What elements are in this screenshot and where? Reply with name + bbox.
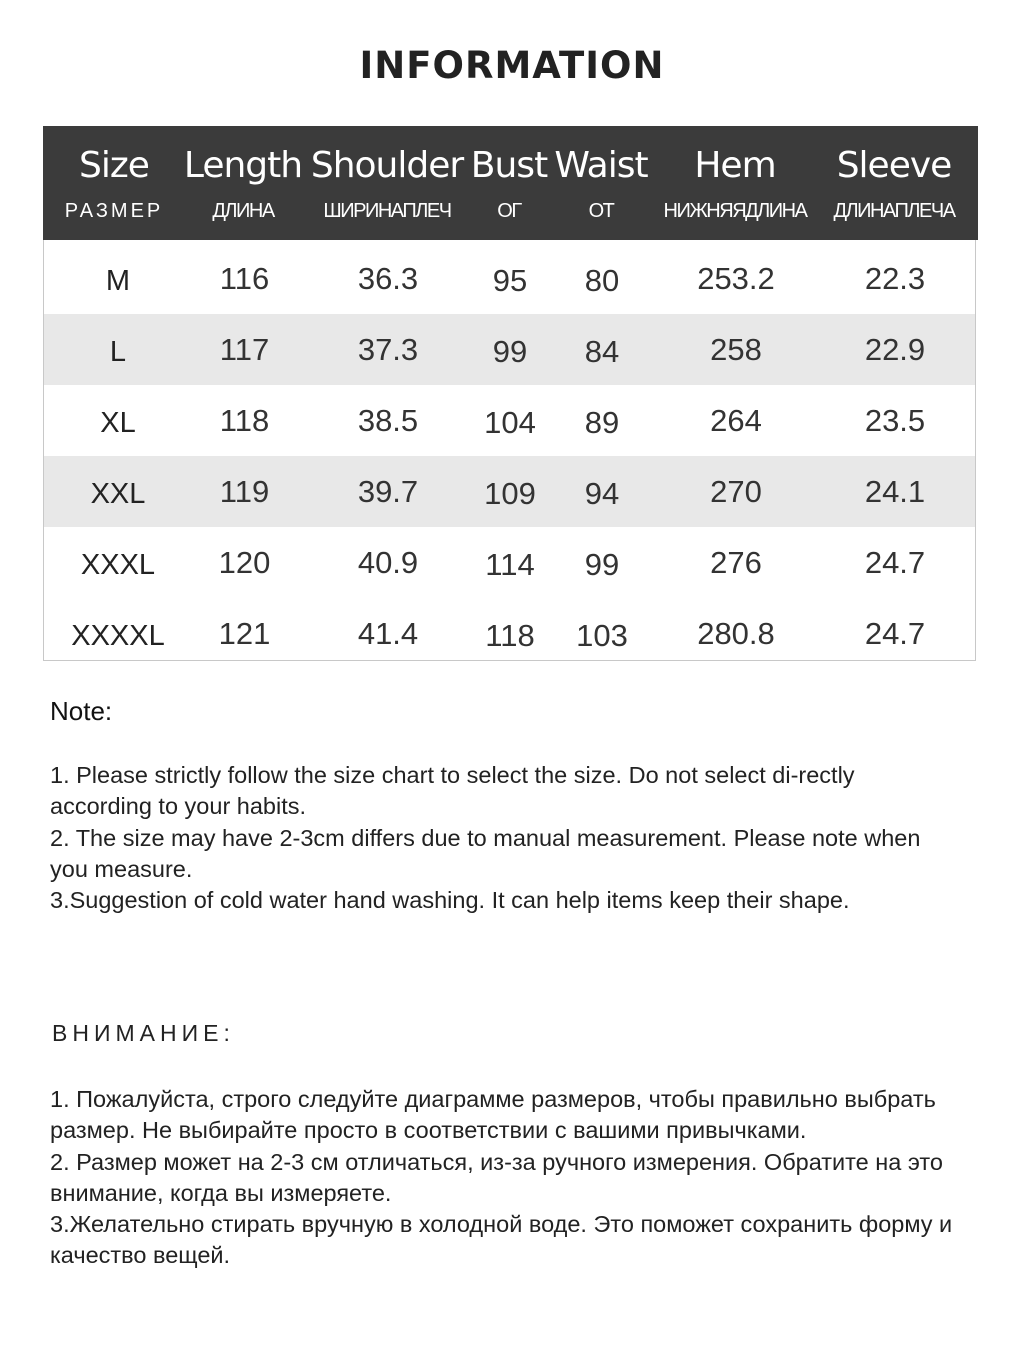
header-label-en: Waist — [554, 145, 648, 186]
length-cell: 117 — [219, 332, 270, 367]
table-row — [44, 456, 975, 527]
shoulder-cell: 36.3 — [357, 261, 419, 296]
shoulder-cell: 37.3 — [357, 332, 419, 367]
sleeve-cell: 22.3 — [864, 261, 926, 296]
table-row — [44, 527, 975, 598]
header-hem — [655, 126, 815, 240]
shoulder-cell: 39.7 — [357, 474, 419, 509]
header-sleeve — [817, 126, 971, 240]
bust-cell: 114 — [485, 547, 535, 582]
header-label-en: Shoulder — [310, 145, 464, 186]
header-label-ru: ОГ — [497, 200, 521, 222]
size-cell: XXL — [90, 478, 146, 510]
size-cell: XL — [100, 407, 136, 439]
attention-heading: ВНИМАНИЕ: — [52, 1020, 235, 1046]
shoulder-cell: 40.9 — [357, 545, 419, 580]
length-cell: 121 — [218, 616, 271, 651]
size-cell: M — [105, 265, 131, 297]
length-cell: 119 — [219, 474, 270, 509]
waist-cell: 84 — [584, 334, 620, 369]
header-bust — [467, 126, 551, 240]
header-label-ru: РАЗМЕР — [64, 200, 164, 222]
note-list — [50, 760, 955, 916]
header-label-en: Hem — [694, 145, 776, 186]
table-row — [44, 598, 975, 669]
waist-cell: 89 — [584, 405, 620, 440]
bust-cell: 95 — [492, 263, 528, 298]
size-cell: L — [109, 336, 127, 368]
header-label-ru: ШИРИНАПЛЕЧ — [323, 200, 451, 222]
sleeve-cell: 24.7 — [864, 545, 926, 580]
size-table — [43, 126, 976, 661]
header-label-ru: ОТ — [588, 200, 614, 222]
hem-cell: 253.2 — [697, 261, 775, 296]
waist-cell: 99 — [584, 547, 620, 582]
length-cell: 118 — [219, 403, 270, 438]
header-label-en: Sleeve — [836, 145, 952, 186]
waist-cell: 94 — [584, 476, 620, 511]
waist-cell: 103 — [576, 618, 628, 653]
shoulder-cell: 41.4 — [357, 616, 419, 651]
header-label-en: Bust — [470, 145, 548, 186]
length-cell: 120 — [218, 545, 271, 580]
bust-cell: 109 — [484, 476, 536, 511]
attention-item: 1. Пожалуйста, строго следуйте диаграмме размеров, чтобы правильно выбрать размер. Не выбирайте просто в соответствии с вашими привычками. — [50, 1086, 936, 1144]
hem-cell: 270 — [710, 474, 762, 509]
note-item: 1. Please strictly follow the size chart to select the size. Do not select di-rectly according to your habits. — [50, 762, 855, 820]
header-shoulder — [305, 126, 469, 240]
header-label-en: Size — [79, 145, 149, 186]
page-title: INFORMATION — [359, 44, 665, 87]
table-row — [44, 314, 975, 385]
sleeve-cell: 24.7 — [864, 616, 926, 651]
header-label-ru: ДЛИНА — [212, 200, 274, 222]
header-waist — [551, 126, 651, 240]
note-item: 3.Suggestion of cold water hand washing. It can help items keep their shape. — [50, 887, 850, 914]
table-header — [43, 126, 978, 240]
sleeve-cell: 22.9 — [864, 332, 926, 367]
attention-item: 3.Желательно стирать вручную в холодной воде. Это поможет сохранить форму и качество вещей. — [50, 1211, 953, 1269]
hem-cell: 276 — [710, 545, 762, 580]
size-cell: XXXL — [80, 549, 156, 581]
header-label-en: Length — [183, 145, 303, 186]
hem-cell: 280.8 — [697, 616, 775, 651]
shoulder-cell: 38.5 — [357, 403, 419, 438]
note-item: 2. The size may have 2-3cm differs due to manual measurement. Please note when you measure. — [50, 824, 921, 882]
hem-cell: 258 — [710, 332, 762, 367]
note-heading: Note: — [50, 696, 113, 726]
bust-cell: 118 — [485, 618, 535, 653]
hem-cell: 264 — [710, 403, 762, 438]
length-cell: 116 — [219, 261, 270, 296]
table-row — [44, 385, 975, 456]
sleeve-cell: 24.1 — [864, 474, 926, 509]
header-label-ru: ДЛИНАПЛЕЧА — [833, 200, 955, 222]
attention-item: 2. Размер может на 2-3 см отличаться, из-за ручного измерения. Обратите на это внимание, когда вы измеряете. — [50, 1148, 943, 1206]
bust-cell: 104 — [484, 405, 536, 440]
bust-cell: 99 — [492, 334, 528, 369]
attention-list — [50, 1084, 955, 1272]
header-label-ru: НИЖНЯЯДЛИНА — [663, 200, 807, 222]
size-cell: XXXXL — [71, 620, 165, 652]
table-row — [44, 243, 975, 314]
waist-cell: 80 — [584, 263, 620, 298]
header-size — [43, 126, 185, 240]
header-length — [179, 126, 307, 240]
sleeve-cell: 23.5 — [864, 403, 926, 438]
